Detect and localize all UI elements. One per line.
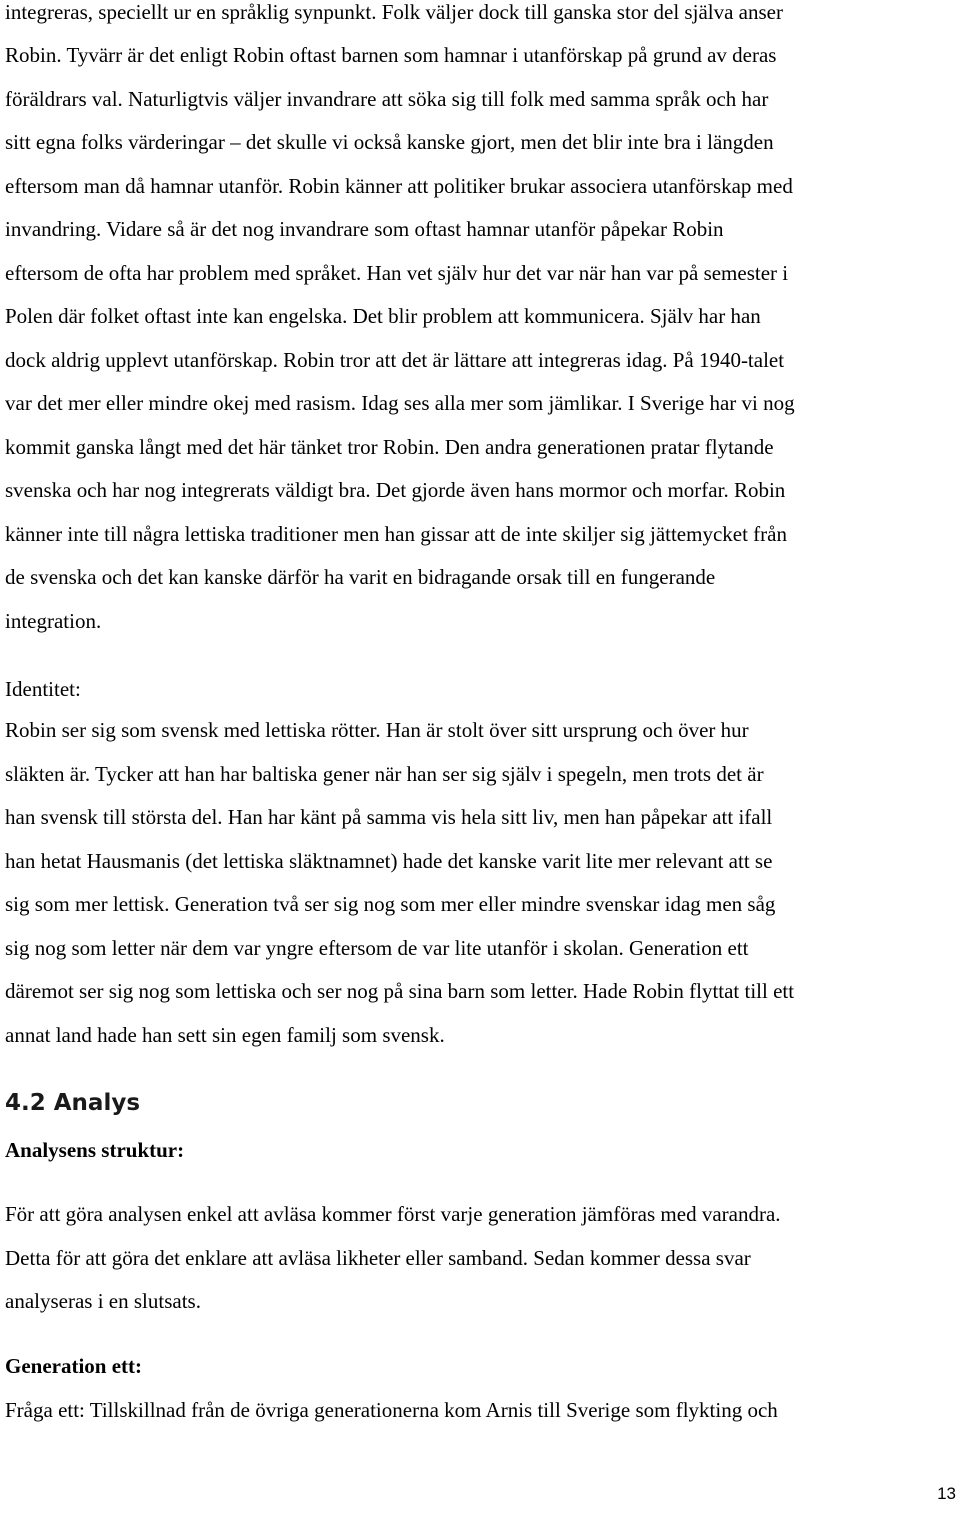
text-line: han svensk till största del. Han har känt på samma vis hela sitt liv, men han påpekar att ifall — [5, 805, 773, 829]
text-line: Detta för att göra det enklare att avläsa likheter eller samband. Sedan kommer dessa svar — [5, 1246, 751, 1270]
text-line: föräldrars val. Naturligtvis väljer invandrare att söka sig till folk med samma språk och har — [5, 87, 769, 111]
text-line: släkten är. Tycker att han har baltiska gener när han ser sig själv i spegeln, men trots det är — [5, 762, 764, 786]
structure-heading: Analysens struktur: — [5, 1138, 185, 1162]
generation-heading: Generation ett: — [5, 1354, 143, 1378]
text-line: däremot ser sig nog som lettiska och ser nog på sina barn som letter. Hade Robin flyttat till ett — [5, 979, 795, 1003]
text-line: eftersom man då hamnar utanför. Robin känner att politiker brukar associera utanförskap med — [5, 174, 793, 198]
text-line: sig nog som letter när dem var yngre eftersom de var lite utanför i skolan. Generation ett — [5, 936, 749, 960]
text-line: Fråga ett: Tillskillnad från de övriga generationerna kom Arnis till Sverige som flykting och — [5, 1398, 778, 1422]
identity-label: Identitet: — [5, 677, 81, 701]
page-number: 13 — [937, 1484, 956, 1503]
text-line: Robin ser sig som svensk med lettiska rötter. Han är stolt över sitt ursprung och över hur — [5, 718, 749, 742]
text-line: han hetat Hausmanis (det lettiska släktnamnet) hade det kanske varit lite mer relevant att se — [5, 849, 773, 873]
text-line: För att göra analysen enkel att avläsa kommer först varje generation jämföras med varandra. — [5, 1202, 781, 1226]
text-line: invandring. Vidare så är det nog invandrare som oftast hamnar utanför påpekar Robin — [5, 217, 724, 241]
section-heading: 4.2 Analys — [5, 1090, 141, 1116]
text-line: annat land hade han sett sin egen familj som svensk. — [5, 1023, 445, 1047]
text-line: dock aldrig upplevt utanförskap. Robin tror att det är lättare att integreras idag. På 1940-talet — [5, 348, 785, 372]
text-line: svenska och har nog integrerats väldigt bra. Det gjorde även hans mormor och morfar. Robin — [5, 478, 786, 502]
text-line: känner inte till några lettiska traditioner men han gissar att de inte skiljer sig jättemycket från — [5, 522, 787, 546]
text-line: sitt egna folks värderingar – det skulle vi också kanske gjort, men det blir inte bra i längden — [5, 130, 774, 154]
text-line: de svenska och det kan kanske därför ha varit en bidragande orsak till en fungerande — [5, 565, 716, 589]
text-line: eftersom de ofta har problem med språket. Han vet själv hur det var när han var på semester i — [5, 261, 789, 285]
text-line: analyseras i en slutsats. — [5, 1289, 201, 1313]
text-line: integreras, speciellt ur en språklig synpunkt. Folk väljer dock till ganska stor del själva anser — [5, 0, 783, 24]
text-line: Polen där folket oftast inte kan engelska. Det blir problem att kommunicera. Själv har han — [5, 304, 761, 328]
text-line: Robin. Tyvärr är det enligt Robin oftast barnen som hamnar i utanförskap på grund av deras — [5, 43, 777, 67]
text-line: sig som mer lettisk. Generation två ser sig nog som mer eller mindre svenskar idag men såg — [5, 892, 776, 916]
text-line: kommit ganska långt med det här tänket tror Robin. Den andra generationen pratar flytande — [5, 435, 774, 459]
text-line: var det mer eller mindre okej med rasism. Idag ses alla mer som jämlikar. I Sverige har vi nog — [5, 391, 795, 415]
text-line: integration. — [5, 609, 102, 633]
